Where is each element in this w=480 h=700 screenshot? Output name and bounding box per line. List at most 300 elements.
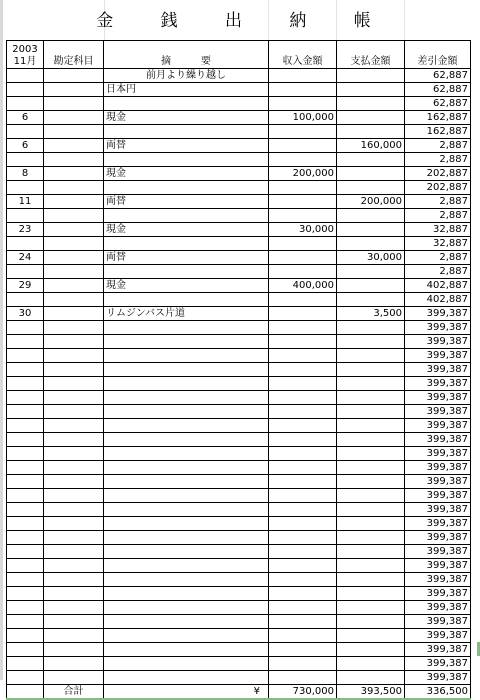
account-cell[interactable] bbox=[44, 587, 104, 601]
description-cell[interactable]: 現金 bbox=[104, 223, 269, 237]
payment-cell[interactable] bbox=[337, 671, 405, 685]
balance-cell[interactable]: 399,387 bbox=[405, 391, 471, 405]
account-cell[interactable] bbox=[44, 167, 104, 181]
date-cell[interactable]: 6 bbox=[7, 139, 44, 153]
description-cell[interactable] bbox=[104, 587, 269, 601]
income-cell[interactable] bbox=[269, 153, 337, 167]
balance-cell[interactable]: 399,387 bbox=[405, 615, 471, 629]
account-cell[interactable] bbox=[44, 321, 104, 335]
balance-cell[interactable]: 399,387 bbox=[405, 335, 471, 349]
balance-cell[interactable]: 399,387 bbox=[405, 433, 471, 447]
date-cell[interactable] bbox=[7, 643, 44, 657]
date-cell[interactable] bbox=[7, 335, 44, 349]
balance-cell[interactable]: 399,387 bbox=[405, 363, 471, 377]
income-cell[interactable] bbox=[269, 83, 337, 97]
date-cell[interactable] bbox=[7, 419, 44, 433]
description-cell[interactable] bbox=[104, 419, 269, 433]
account-cell[interactable] bbox=[44, 615, 104, 629]
income-cell[interactable]: 400,000 bbox=[269, 279, 337, 293]
description-cell[interactable] bbox=[104, 377, 269, 391]
balance-cell[interactable]: 2,887 bbox=[405, 251, 471, 265]
income-cell[interactable] bbox=[269, 531, 337, 545]
income-cell[interactable] bbox=[269, 657, 337, 671]
income-cell[interactable] bbox=[269, 573, 337, 587]
balance-cell[interactable]: 2,887 bbox=[405, 209, 471, 223]
description-cell[interactable] bbox=[104, 531, 269, 545]
account-cell[interactable] bbox=[44, 559, 104, 573]
date-cell[interactable] bbox=[7, 349, 44, 363]
date-cell[interactable] bbox=[7, 447, 44, 461]
account-cell[interactable] bbox=[44, 195, 104, 209]
date-cell[interactable] bbox=[7, 517, 44, 531]
date-cell[interactable] bbox=[7, 671, 44, 685]
header-month: 11月 bbox=[13, 56, 37, 67]
ledger-row bbox=[7, 223, 471, 237]
description-cell[interactable] bbox=[104, 489, 269, 503]
account-cell[interactable] bbox=[44, 461, 104, 475]
description-cell[interactable]: 前月より繰り越し bbox=[104, 69, 269, 83]
payment-cell[interactable] bbox=[337, 475, 405, 489]
date-cell[interactable]: 24 bbox=[7, 251, 44, 265]
income-cell[interactable] bbox=[269, 209, 337, 223]
income-cell[interactable]: 200,000 bbox=[269, 167, 337, 181]
balance-cell[interactable]: 402,887 bbox=[405, 279, 471, 293]
description-cell[interactable] bbox=[104, 545, 269, 559]
description-cell[interactable]: 現金 bbox=[104, 111, 269, 125]
payment-cell[interactable]: 200,000 bbox=[337, 195, 405, 209]
date-cell[interactable] bbox=[7, 293, 44, 307]
date-cell[interactable] bbox=[7, 503, 44, 517]
income-cell[interactable] bbox=[269, 629, 337, 643]
income-cell[interactable] bbox=[269, 601, 337, 615]
income-cell[interactable] bbox=[269, 405, 337, 419]
ledger-row bbox=[7, 83, 471, 97]
date-cell[interactable]: 30 bbox=[7, 307, 44, 321]
income-cell[interactable] bbox=[269, 377, 337, 391]
account-cell[interactable] bbox=[44, 181, 104, 195]
payment-cell[interactable] bbox=[337, 503, 405, 517]
income-cell[interactable] bbox=[269, 195, 337, 209]
balance-cell[interactable]: 399,387 bbox=[405, 517, 471, 531]
income-cell[interactable] bbox=[269, 335, 337, 349]
balance-cell[interactable]: 2,887 bbox=[405, 265, 471, 279]
description-cell[interactable] bbox=[104, 671, 269, 685]
balance-cell[interactable]: 399,387 bbox=[405, 643, 471, 657]
ledger-row bbox=[7, 167, 471, 181]
description-cell[interactable] bbox=[104, 461, 269, 475]
description-cell[interactable]: 両替 bbox=[104, 195, 269, 209]
account-cell[interactable] bbox=[44, 111, 104, 125]
date-cell[interactable] bbox=[7, 559, 44, 573]
date-cell[interactable] bbox=[7, 461, 44, 475]
account-cell[interactable] bbox=[44, 517, 104, 531]
payment-cell[interactable] bbox=[337, 181, 405, 195]
balance-cell[interactable]: 2,887 bbox=[405, 139, 471, 153]
date-cell[interactable] bbox=[7, 153, 44, 167]
balance-cell[interactable]: 62,887 bbox=[405, 97, 471, 111]
payment-cell[interactable] bbox=[337, 223, 405, 237]
description-cell[interactable] bbox=[104, 97, 269, 111]
account-cell[interactable] bbox=[44, 139, 104, 153]
payment-cell[interactable] bbox=[337, 489, 405, 503]
income-cell[interactable] bbox=[269, 671, 337, 685]
ledger-row bbox=[7, 587, 471, 601]
date-cell[interactable] bbox=[7, 573, 44, 587]
date-cell[interactable]: 11 bbox=[7, 195, 44, 209]
income-cell[interactable] bbox=[269, 461, 337, 475]
date-cell[interactable] bbox=[7, 265, 44, 279]
total-date-cell[interactable] bbox=[7, 685, 44, 700]
date-cell[interactable] bbox=[7, 545, 44, 559]
income-cell[interactable] bbox=[269, 489, 337, 503]
account-cell[interactable] bbox=[44, 601, 104, 615]
total-payment[interactable]: 393,500 bbox=[337, 685, 405, 700]
date-cell[interactable]: 23 bbox=[7, 223, 44, 237]
description-cell[interactable] bbox=[104, 643, 269, 657]
account-cell[interactable] bbox=[44, 307, 104, 321]
description-cell[interactable]: 両替 bbox=[104, 139, 269, 153]
description-cell[interactable] bbox=[104, 559, 269, 573]
income-cell[interactable] bbox=[269, 419, 337, 433]
description-cell[interactable] bbox=[104, 349, 269, 363]
date-cell[interactable] bbox=[7, 377, 44, 391]
income-cell[interactable] bbox=[269, 69, 337, 83]
account-cell[interactable] bbox=[44, 447, 104, 461]
payment-cell[interactable] bbox=[337, 447, 405, 461]
ledger-row bbox=[7, 545, 471, 559]
date-cell[interactable] bbox=[7, 69, 44, 83]
income-cell[interactable] bbox=[269, 349, 337, 363]
payment-cell[interactable] bbox=[337, 419, 405, 433]
account-cell[interactable] bbox=[44, 125, 104, 139]
income-cell[interactable] bbox=[269, 97, 337, 111]
income-cell[interactable] bbox=[269, 587, 337, 601]
payment-cell[interactable] bbox=[337, 517, 405, 531]
account-cell[interactable] bbox=[44, 531, 104, 545]
ledger-row bbox=[7, 657, 471, 671]
income-cell[interactable] bbox=[269, 559, 337, 573]
payment-cell[interactable] bbox=[337, 279, 405, 293]
balance-cell[interactable]: 399,387 bbox=[405, 671, 471, 685]
payment-cell[interactable]: 30,000 bbox=[337, 251, 405, 265]
income-cell[interactable] bbox=[269, 265, 337, 279]
payment-cell[interactable] bbox=[337, 125, 405, 139]
account-cell[interactable] bbox=[44, 69, 104, 83]
payment-cell[interactable] bbox=[337, 363, 405, 377]
balance-cell[interactable]: 202,887 bbox=[405, 167, 471, 181]
balance-cell[interactable]: 399,387 bbox=[405, 601, 471, 615]
balance-cell[interactable]: 399,387 bbox=[405, 657, 471, 671]
balance-cell[interactable]: 32,887 bbox=[405, 237, 471, 251]
payment-cell[interactable] bbox=[337, 643, 405, 657]
date-cell[interactable] bbox=[7, 657, 44, 671]
description-cell[interactable]: 日本円 bbox=[104, 83, 269, 97]
income-cell[interactable] bbox=[269, 545, 337, 559]
total-currency: ¥ bbox=[253, 686, 260, 697]
balance-cell[interactable]: 399,387 bbox=[405, 545, 471, 559]
description-cell[interactable] bbox=[104, 503, 269, 517]
payment-cell[interactable] bbox=[337, 377, 405, 391]
balance-cell[interactable]: 399,387 bbox=[405, 405, 471, 419]
date-cell[interactable] bbox=[7, 405, 44, 419]
income-cell[interactable] bbox=[269, 363, 337, 377]
balance-cell[interactable]: 2,887 bbox=[405, 153, 471, 167]
header-row bbox=[7, 41, 471, 69]
date-cell[interactable] bbox=[7, 391, 44, 405]
payment-cell[interactable] bbox=[337, 531, 405, 545]
payment-cell[interactable] bbox=[337, 601, 405, 615]
balance-cell[interactable]: 62,887 bbox=[405, 69, 471, 83]
balance-cell[interactable]: 402,887 bbox=[405, 293, 471, 307]
ledger-row bbox=[7, 405, 471, 419]
account-cell[interactable] bbox=[44, 265, 104, 279]
balance-cell[interactable]: 399,387 bbox=[405, 559, 471, 573]
income-cell[interactable] bbox=[269, 615, 337, 629]
date-cell[interactable] bbox=[7, 475, 44, 489]
income-cell[interactable] bbox=[269, 251, 337, 265]
income-cell[interactable] bbox=[269, 321, 337, 335]
payment-cell[interactable] bbox=[337, 237, 405, 251]
balance-cell[interactable]: 399,387 bbox=[405, 503, 471, 517]
description-cell[interactable] bbox=[104, 265, 269, 279]
ledger-row bbox=[7, 573, 471, 587]
date-cell[interactable]: 8 bbox=[7, 167, 44, 181]
account-cell[interactable] bbox=[44, 349, 104, 363]
header-balance[interactable]: 差引金額 bbox=[405, 41, 471, 69]
income-cell[interactable] bbox=[269, 307, 337, 321]
balance-cell[interactable]: 399,387 bbox=[405, 321, 471, 335]
header-date-cell[interactable] bbox=[7, 41, 44, 69]
date-cell[interactable] bbox=[7, 489, 44, 503]
account-cell[interactable] bbox=[44, 363, 104, 377]
account-cell[interactable] bbox=[44, 237, 104, 251]
date-cell[interactable]: 6 bbox=[7, 111, 44, 125]
income-cell[interactable] bbox=[269, 643, 337, 657]
balance-cell[interactable]: 399,387 bbox=[405, 349, 471, 363]
description-cell[interactable] bbox=[104, 657, 269, 671]
description-cell[interactable] bbox=[104, 335, 269, 349]
date-cell[interactable] bbox=[7, 209, 44, 223]
total-income[interactable]: 730,000 bbox=[269, 685, 337, 700]
income-cell[interactable] bbox=[269, 447, 337, 461]
balance-cell[interactable]: 399,387 bbox=[405, 531, 471, 545]
payment-cell[interactable] bbox=[337, 615, 405, 629]
description-cell[interactable] bbox=[104, 475, 269, 489]
ledger-row bbox=[7, 307, 471, 321]
account-cell[interactable] bbox=[44, 209, 104, 223]
balance-cell[interactable]: 399,387 bbox=[405, 573, 471, 587]
income-cell[interactable] bbox=[269, 391, 337, 405]
payment-cell[interactable] bbox=[337, 545, 405, 559]
account-cell[interactable] bbox=[44, 503, 104, 517]
account-cell[interactable] bbox=[44, 419, 104, 433]
description-cell[interactable] bbox=[104, 517, 269, 531]
account-cell[interactable] bbox=[44, 629, 104, 643]
ledger-row bbox=[7, 153, 471, 167]
payment-cell[interactable] bbox=[337, 433, 405, 447]
header-payment[interactable]: 支払金額 bbox=[337, 41, 405, 69]
income-cell[interactable] bbox=[269, 237, 337, 251]
account-cell[interactable] bbox=[44, 223, 104, 237]
date-cell[interactable] bbox=[7, 363, 44, 377]
date-cell[interactable] bbox=[7, 83, 44, 97]
account-cell[interactable] bbox=[44, 279, 104, 293]
payment-cell[interactable] bbox=[337, 391, 405, 405]
description-cell[interactable] bbox=[104, 433, 269, 447]
payment-cell[interactable] bbox=[337, 83, 405, 97]
description-cell[interactable] bbox=[104, 181, 269, 195]
ledger-row bbox=[7, 139, 471, 153]
date-cell[interactable] bbox=[7, 531, 44, 545]
ledger-row bbox=[7, 517, 471, 531]
account-cell[interactable] bbox=[44, 377, 104, 391]
description-cell[interactable] bbox=[104, 629, 269, 643]
total-balance[interactable]: 336,500 bbox=[405, 685, 471, 700]
total-desc-cell[interactable] bbox=[104, 685, 269, 700]
header-year: 2003 bbox=[12, 44, 38, 55]
balance-cell[interactable]: 162,887 bbox=[405, 111, 471, 125]
description-cell[interactable] bbox=[104, 573, 269, 587]
ledger-row bbox=[7, 209, 471, 223]
balance-cell[interactable]: 399,387 bbox=[405, 489, 471, 503]
account-cell[interactable] bbox=[44, 433, 104, 447]
total-label[interactable]: 合計 bbox=[44, 685, 104, 700]
balance-cell[interactable]: 62,887 bbox=[405, 83, 471, 97]
description-cell[interactable] bbox=[104, 125, 269, 139]
balance-cell[interactable]: 399,387 bbox=[405, 629, 471, 643]
description-cell[interactable] bbox=[104, 363, 269, 377]
balance-cell[interactable]: 2,887 bbox=[405, 195, 471, 209]
date-cell[interactable] bbox=[7, 321, 44, 335]
date-cell[interactable] bbox=[7, 629, 44, 643]
payment-cell[interactable] bbox=[337, 265, 405, 279]
balance-cell[interactable]: 399,387 bbox=[405, 307, 471, 321]
date-cell[interactable] bbox=[7, 615, 44, 629]
income-cell[interactable]: 30,000 bbox=[269, 223, 337, 237]
description-cell[interactable] bbox=[104, 209, 269, 223]
description-cell[interactable] bbox=[104, 237, 269, 251]
description-cell[interactable]: 現金 bbox=[104, 167, 269, 181]
payment-cell[interactable]: 3,500 bbox=[337, 307, 405, 321]
income-cell[interactable] bbox=[269, 433, 337, 447]
header-account[interactable]: 勘定科目 bbox=[44, 41, 104, 69]
payment-cell[interactable] bbox=[337, 209, 405, 223]
income-cell[interactable] bbox=[269, 503, 337, 517]
description-cell[interactable] bbox=[104, 391, 269, 405]
payment-cell[interactable] bbox=[337, 111, 405, 125]
payment-cell[interactable] bbox=[337, 349, 405, 363]
header-description[interactable]: 摘 要 bbox=[104, 41, 269, 69]
ledger-row bbox=[7, 363, 471, 377]
balance-cell[interactable]: 399,387 bbox=[405, 447, 471, 461]
balance-cell[interactable]: 32,887 bbox=[405, 223, 471, 237]
payment-cell[interactable] bbox=[337, 559, 405, 573]
account-cell[interactable] bbox=[44, 251, 104, 265]
ledger-row bbox=[7, 349, 471, 363]
account-cell[interactable] bbox=[44, 657, 104, 671]
account-cell[interactable] bbox=[44, 573, 104, 587]
income-cell[interactable] bbox=[269, 181, 337, 195]
payment-cell[interactable] bbox=[337, 657, 405, 671]
description-cell[interactable] bbox=[104, 321, 269, 335]
ledger-row bbox=[7, 279, 471, 293]
payment-cell[interactable] bbox=[337, 167, 405, 181]
ledger-row bbox=[7, 181, 471, 195]
payment-cell[interactable] bbox=[337, 461, 405, 475]
income-cell[interactable] bbox=[269, 517, 337, 531]
payment-cell[interactable] bbox=[337, 629, 405, 643]
account-cell[interactable] bbox=[44, 671, 104, 685]
payment-cell[interactable] bbox=[337, 321, 405, 335]
balance-cell[interactable]: 399,387 bbox=[405, 377, 471, 391]
payment-cell[interactable]: 160,000 bbox=[337, 139, 405, 153]
payment-cell[interactable] bbox=[337, 153, 405, 167]
account-cell[interactable] bbox=[44, 293, 104, 307]
date-cell[interactable] bbox=[7, 125, 44, 139]
balance-cell[interactable]: 399,387 bbox=[405, 461, 471, 475]
balance-cell[interactable]: 399,387 bbox=[405, 419, 471, 433]
date-cell[interactable]: 29 bbox=[7, 279, 44, 293]
account-cell[interactable] bbox=[44, 489, 104, 503]
description-cell[interactable] bbox=[104, 601, 269, 615]
date-cell[interactable] bbox=[7, 433, 44, 447]
description-cell[interactable] bbox=[104, 293, 269, 307]
balance-cell[interactable]: 399,387 bbox=[405, 475, 471, 489]
description-cell[interactable] bbox=[104, 447, 269, 461]
payment-cell[interactable] bbox=[337, 587, 405, 601]
payment-cell[interactable] bbox=[337, 97, 405, 111]
ledger-row bbox=[7, 489, 471, 503]
balance-cell[interactable]: 202,887 bbox=[405, 181, 471, 195]
description-cell[interactable]: 両替 bbox=[104, 251, 269, 265]
ledger-row bbox=[7, 503, 471, 517]
date-cell[interactable] bbox=[7, 97, 44, 111]
description-cell[interactable] bbox=[104, 405, 269, 419]
payment-cell[interactable] bbox=[337, 335, 405, 349]
income-cell[interactable] bbox=[269, 125, 337, 139]
account-cell[interactable] bbox=[44, 83, 104, 97]
account-cell[interactable] bbox=[44, 405, 104, 419]
account-cell[interactable] bbox=[44, 475, 104, 489]
payment-cell[interactable] bbox=[337, 69, 405, 83]
ledger-row bbox=[7, 335, 471, 349]
description-cell[interactable] bbox=[104, 153, 269, 167]
income-cell[interactable] bbox=[269, 139, 337, 153]
description-cell[interactable] bbox=[104, 615, 269, 629]
description-cell[interactable]: リムジンバス片道 bbox=[104, 307, 269, 321]
account-cell[interactable] bbox=[44, 391, 104, 405]
payment-cell[interactable] bbox=[337, 293, 405, 307]
account-cell[interactable] bbox=[44, 153, 104, 167]
payment-cell[interactable] bbox=[337, 405, 405, 419]
balance-cell[interactable]: 399,387 bbox=[405, 587, 471, 601]
account-cell[interactable] bbox=[44, 545, 104, 559]
description-cell[interactable]: 現金 bbox=[104, 279, 269, 293]
account-cell[interactable] bbox=[44, 97, 104, 111]
account-cell[interactable] bbox=[44, 643, 104, 657]
balance-cell[interactable]: 162,887 bbox=[405, 125, 471, 139]
date-cell[interactable] bbox=[7, 601, 44, 615]
account-cell[interactable] bbox=[44, 335, 104, 349]
income-cell[interactable] bbox=[269, 293, 337, 307]
date-cell[interactable] bbox=[7, 237, 44, 251]
date-cell[interactable] bbox=[7, 181, 44, 195]
income-cell[interactable] bbox=[269, 475, 337, 489]
income-cell[interactable]: 100,000 bbox=[269, 111, 337, 125]
date-cell[interactable] bbox=[7, 587, 44, 601]
header-income[interactable]: 収入金額 bbox=[269, 41, 337, 69]
payment-cell[interactable] bbox=[337, 573, 405, 587]
